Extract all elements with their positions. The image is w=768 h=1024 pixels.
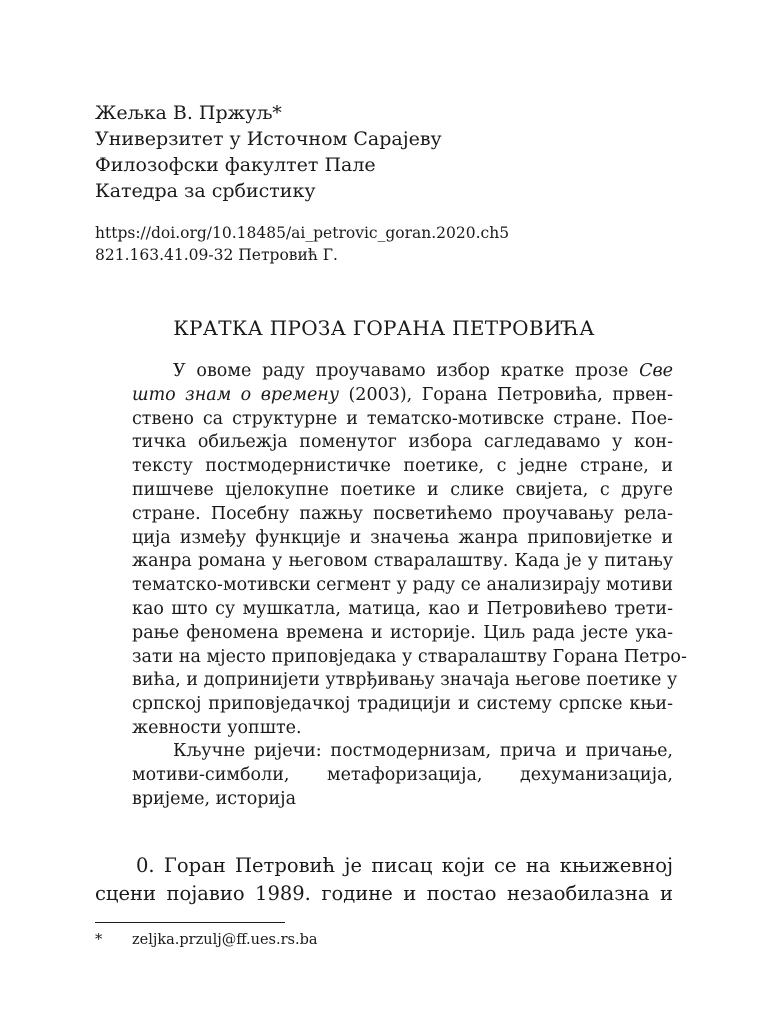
author-faculty: Филозофски факултет Пале bbox=[95, 154, 376, 176]
abstract-line: као што су мушкатла, матица, као и Петровићево трети- bbox=[132, 598, 673, 619]
udc-code: 821.163.41.09-32 Петровић Г. bbox=[95, 246, 338, 264]
author-university: Универзитет у Источном Сарајеву bbox=[95, 128, 442, 150]
abstract bbox=[132, 360, 687, 741]
abstract-line bbox=[132, 384, 673, 408]
paper-title: КРАТКА ПРОЗА ГОРАНА ПЕТРОВИЋА bbox=[173, 316, 595, 340]
author-department: Катедра за србистику bbox=[95, 180, 316, 202]
abstract-line-2-text: (2003), Горана Петровића, првен- bbox=[339, 384, 674, 405]
abstract-line: тичка обиљежја поменутог избора сагледавамо у кон- bbox=[132, 432, 673, 453]
abstract-line: пишчеве цјелокупне поетике и слике свијета, с друге bbox=[132, 479, 673, 500]
keywords-line: Кључне ријечи: постмодернизам, прича и причање, bbox=[173, 741, 673, 761]
book-title-part-2: што знам о времену bbox=[132, 384, 339, 405]
abstract-line: стране. Посебну пажњу посветићемо проучавању рела- bbox=[132, 503, 673, 524]
body-text bbox=[95, 852, 673, 908]
footnote-email[interactable]: zeljka.przulj@ff.ues.rs.ba bbox=[132, 932, 318, 948]
doi-link[interactable]: https://doi.org/10.18485/ai_petrovic_goran.2020.ch5 bbox=[95, 224, 510, 242]
keywords-line: вријеме, историја bbox=[132, 788, 297, 809]
footnote bbox=[95, 930, 673, 950]
abstract-line: тексту постмодернистичке поетике, с једне стране, и bbox=[132, 456, 673, 477]
abstract-line: жанра романа у његовом стваралаштву. Када је у питању bbox=[132, 551, 673, 572]
abstract-line: ствено са структурне и тематско-мотивске стране. Пое- bbox=[132, 408, 673, 429]
book-title-part-1: Све bbox=[639, 361, 673, 381]
keywords-line: мотиви-симболи, метафоризација, дехуманизација, bbox=[132, 764, 673, 785]
abstract-line: вића, и допринијети утврђивању значаја његове поетике у bbox=[132, 670, 678, 691]
abstract-line: ција између функције и значења жанра приповијетке и bbox=[132, 527, 673, 548]
abstract-line: тематско-мотивски сегмент у раду се анализирају мотиви bbox=[132, 575, 673, 596]
keywords bbox=[132, 740, 673, 811]
footnote-mark: * bbox=[95, 932, 103, 948]
abstract-line: жевности уопште. bbox=[132, 717, 302, 738]
meta-block bbox=[95, 222, 695, 266]
abstract-line: српској приповједачкој традицији и систему српске књи- bbox=[132, 694, 673, 715]
body-line: 0. Горан Петровић је писац који се на књижевној bbox=[136, 854, 673, 877]
author-block bbox=[95, 100, 695, 204]
abstract-line-1-text: У овоме раду проучавамо избор кратке прозе bbox=[173, 361, 640, 381]
author-name: Жељка В. Пржуљ* bbox=[95, 102, 282, 124]
abstract-line: зати на мјесто приповједака у стваралаштву Горана Петро- bbox=[132, 646, 687, 667]
body-line: сцени појавио 1989. године и постао незаобилазна и bbox=[95, 882, 673, 905]
abstract-line: рање феномена времена и историје. Циљ рада јесте ука- bbox=[132, 622, 673, 643]
footnote-divider bbox=[95, 922, 285, 923]
abstract-line bbox=[132, 360, 673, 384]
